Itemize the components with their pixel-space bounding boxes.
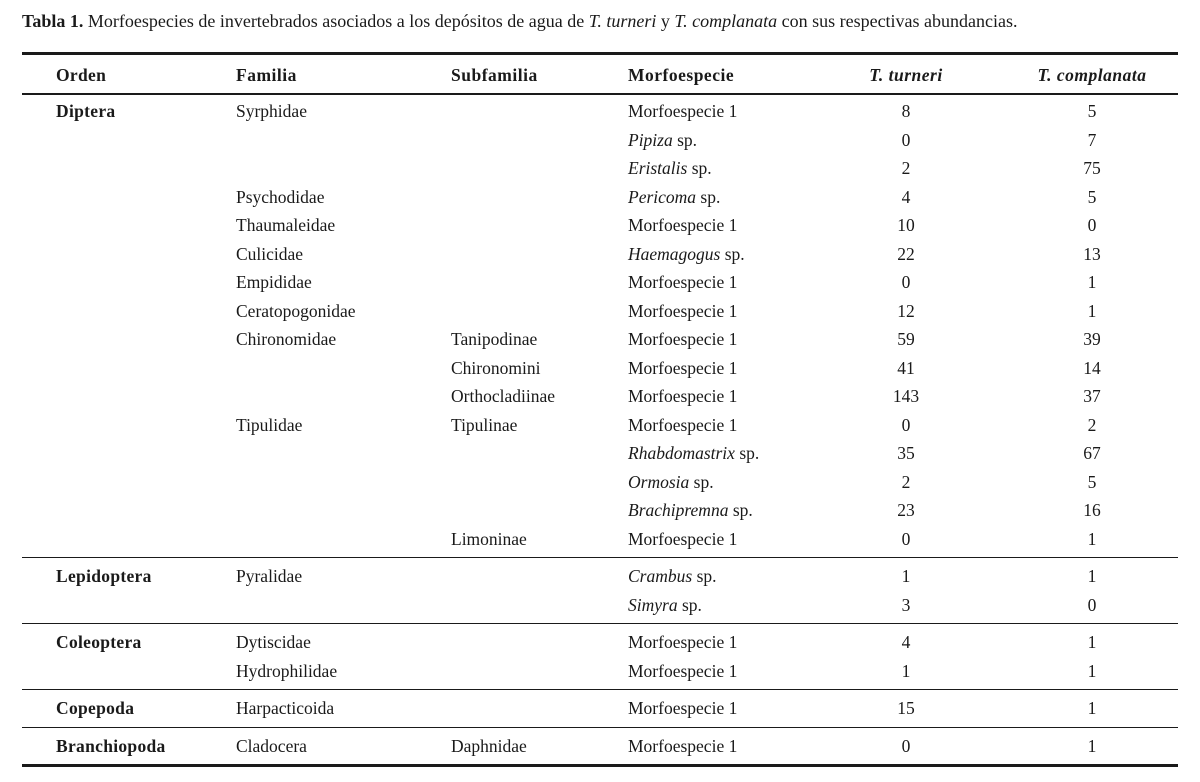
morfoespecie-text: Morfoespecie 1 bbox=[628, 300, 738, 321]
morfoespecie-cell bbox=[628, 694, 737, 723]
morfoespecie-cell bbox=[628, 468, 714, 497]
table-row: Diptera Syrphidae Morfoespecie 1 8 5 bbox=[22, 97, 1178, 126]
morfoespecie-text: sp. bbox=[734, 443, 760, 463]
morfoespecie-cell bbox=[628, 183, 720, 212]
orden-cell: Coleoptera bbox=[56, 632, 142, 652]
morfoespecie-cell bbox=[628, 354, 737, 383]
familia-cell: Thaumaleidae bbox=[236, 215, 336, 235]
morfoespecie-text: Morfoespecie 1 bbox=[628, 528, 738, 549]
table-row: Simyra sp. 3 0 bbox=[22, 591, 1178, 620]
morfoespecie-text: sp. bbox=[720, 243, 745, 264]
header-familia: Familia bbox=[236, 65, 297, 85]
orden-cell: Lepidoptera bbox=[56, 566, 152, 586]
table-row: Rhabdomastrix sp. 35 67 bbox=[22, 439, 1178, 468]
morfoespecie-cell bbox=[628, 154, 712, 183]
table-row: Chironomidae Tanipodinae Morfoespecie 1 59 39 bbox=[22, 325, 1178, 354]
caption-label: Tabla 1. bbox=[22, 11, 84, 31]
abundance-table bbox=[22, 52, 1178, 767]
familia-cell: Ceratopogonidae bbox=[236, 300, 356, 321]
table-row: Ceratopogonidae Morfoespecie 1 12 1 bbox=[22, 297, 1178, 326]
orden-cell: Branchiopoda bbox=[56, 735, 166, 756]
morfoespecie-cell bbox=[628, 591, 702, 620]
order-group-diptera bbox=[22, 95, 1178, 557]
genus-name: Crambus bbox=[628, 566, 693, 586]
subfamilia-cell: Tanipodinae bbox=[451, 329, 538, 349]
morfoespecie-text: sp. bbox=[687, 158, 712, 178]
familia-cell: Pyralidae bbox=[236, 566, 303, 586]
familia-cell: Empididae bbox=[236, 272, 312, 292]
caption-text-after: con sus respectivas abundancias. bbox=[777, 11, 1018, 31]
familia-cell: Tipulidae bbox=[236, 414, 303, 435]
morfoespecie-text: Morfoespecie 1 bbox=[628, 272, 738, 292]
table-caption bbox=[22, 9, 1018, 33]
morfoespecie-cell bbox=[628, 240, 745, 269]
table-row: Eristalis sp. 2 75 bbox=[22, 154, 1178, 183]
order-group-coleoptera bbox=[22, 624, 1178, 689]
header-morfoespecie: Morfoespecie bbox=[628, 65, 735, 85]
morfoespecie-text: Morfoespecie 1 bbox=[628, 329, 738, 349]
orden-cell: Copepoda bbox=[56, 698, 135, 718]
familia-cell: Hydrophilidae bbox=[236, 660, 338, 681]
order-group-copepoda bbox=[22, 690, 1178, 727]
morfoespecie-cell bbox=[628, 732, 737, 761]
table-row: Branchiopoda Cladocera Daphnidae Morfoespecie 1 0 1 bbox=[22, 732, 1178, 761]
morfoespecie-text: Morfoespecie 1 bbox=[628, 698, 738, 718]
morfoespecie-cell bbox=[628, 325, 737, 354]
genus-name: Ormosia bbox=[628, 471, 690, 492]
table-body bbox=[22, 95, 1178, 767]
table-row: Copepoda Harpacticoida Morfoespecie 1 15 1 bbox=[22, 694, 1178, 723]
subfamilia-cell: Tipulinae bbox=[451, 414, 518, 435]
morfoespecie-cell bbox=[628, 657, 737, 686]
caption-text: Morfoespecies de invertebrados asociados a los depósitos de agua de bbox=[83, 11, 589, 31]
caption-species-2: T. complanata bbox=[674, 11, 778, 31]
morfoespecie-text: Morfoespecie 1 bbox=[628, 357, 738, 378]
subfamilia-cell: Orthocladiinae bbox=[451, 386, 555, 406]
genus-name: Rhabdomastrix bbox=[628, 443, 735, 463]
table-row: Thaumaleidae Morfoespecie 1 10 0 bbox=[22, 211, 1178, 240]
table-row: Limoninae Morfoespecie 1 0 1 bbox=[22, 525, 1178, 554]
morfoespecie-text: Morfoespecie 1 bbox=[628, 632, 738, 652]
table-row: Coleoptera Dytiscidae Morfoespecie 1 4 1 bbox=[22, 628, 1178, 657]
table-bottom-rule bbox=[22, 764, 1178, 767]
morfoespecie-cell bbox=[628, 297, 737, 326]
table-row: Pipiza sp. 0 7 bbox=[22, 126, 1178, 155]
header-orden: Orden bbox=[56, 65, 107, 85]
order-group-lepidoptera bbox=[22, 558, 1178, 623]
familia-cell: Dytiscidae bbox=[236, 632, 311, 652]
morfoespecie-text: sp. bbox=[696, 186, 721, 207]
morfoespecie-text: sp. bbox=[689, 471, 714, 492]
table-row: Hydrophilidae Morfoespecie 1 1 1 bbox=[22, 657, 1178, 686]
table-row: Ormosia sp. 2 5 bbox=[22, 468, 1178, 497]
subfamilia-cell: Chironomini bbox=[451, 357, 541, 378]
morfoespecie-cell bbox=[628, 97, 737, 126]
morfoespecie-text: sp. bbox=[692, 566, 717, 586]
header-subfamilia: Subfamilia bbox=[451, 65, 538, 85]
morfoespecie-text: Morfoespecie 1 bbox=[628, 101, 738, 121]
morfoespecie-text: Morfoespecie 1 bbox=[628, 215, 738, 235]
morfoespecie-text: sp. bbox=[728, 500, 753, 520]
morfoespecie-text: sp. bbox=[672, 129, 698, 150]
morfoespecie-cell bbox=[628, 439, 759, 468]
table-row: Brachipremna sp. 23 16 bbox=[22, 496, 1178, 525]
morfoespecie-text: Morfoespecie 1 bbox=[628, 414, 738, 435]
table-row: Psychodidae Pericoma sp. 4 5 bbox=[22, 183, 1178, 212]
table-row: Chironomini Morfoespecie 1 41 14 bbox=[22, 354, 1178, 383]
familia-cell: Chironomidae bbox=[236, 329, 337, 349]
morfoespecie-cell bbox=[628, 411, 737, 440]
subfamilia-cell: Daphnidae bbox=[451, 735, 527, 756]
morfoespecie-cell bbox=[628, 562, 717, 591]
morfoespecie-cell bbox=[628, 211, 737, 240]
caption-species-1: T. turneri bbox=[588, 11, 657, 31]
morfoespecie-text: Morfoespecie 1 bbox=[628, 735, 738, 756]
morfoespecie-text: sp. bbox=[677, 594, 702, 615]
caption-text-between: y bbox=[656, 11, 675, 31]
morfoespecie-text: Morfoespecie 1 bbox=[628, 660, 738, 681]
table-row: Lepidoptera Pyralidae Crambus sp. 1 1 bbox=[22, 562, 1178, 591]
morfoespecie-cell bbox=[628, 628, 737, 657]
morfoespecie-cell bbox=[628, 525, 737, 554]
orden-cell: Diptera bbox=[56, 101, 116, 121]
genus-name: Brachipremna bbox=[628, 500, 729, 520]
morfoespecie-cell bbox=[628, 268, 737, 297]
familia-cell: Cladocera bbox=[236, 735, 307, 756]
table-row: Culicidae Haemagogus sp. 22 13 bbox=[22, 240, 1178, 269]
familia-cell: Psychodidae bbox=[236, 186, 325, 207]
genus-name: Pericoma bbox=[628, 186, 697, 207]
familia-cell: Syrphidae bbox=[236, 101, 307, 121]
genus-name: Haemagogus bbox=[628, 243, 721, 264]
genus-name: Eristalis bbox=[628, 158, 688, 178]
table-row: Empididae Morfoespecie 1 0 1 bbox=[22, 268, 1178, 297]
genus-name: Pipiza bbox=[628, 129, 673, 150]
morfoespecie-text: Morfoespecie 1 bbox=[628, 386, 738, 406]
subfamilia-cell: Limoninae bbox=[451, 528, 527, 549]
table-row: Orthocladiinae Morfoespecie 1 143 37 bbox=[22, 382, 1178, 411]
familia-cell: Harpacticoida bbox=[236, 698, 335, 718]
order-group-branchiopoda bbox=[22, 728, 1178, 765]
table-row: Tipulidae Tipulinae Morfoespecie 1 0 2 bbox=[22, 411, 1178, 440]
genus-name: Simyra bbox=[628, 594, 678, 615]
morfoespecie-cell bbox=[628, 382, 737, 411]
familia-cell: Culicidae bbox=[236, 243, 304, 264]
morfoespecie-cell bbox=[628, 126, 697, 155]
morfoespecie-cell bbox=[628, 496, 753, 525]
table-header-row: Orden Familia Subfamilia Morfoespecie T. turneri T. complanata bbox=[22, 55, 1178, 93]
